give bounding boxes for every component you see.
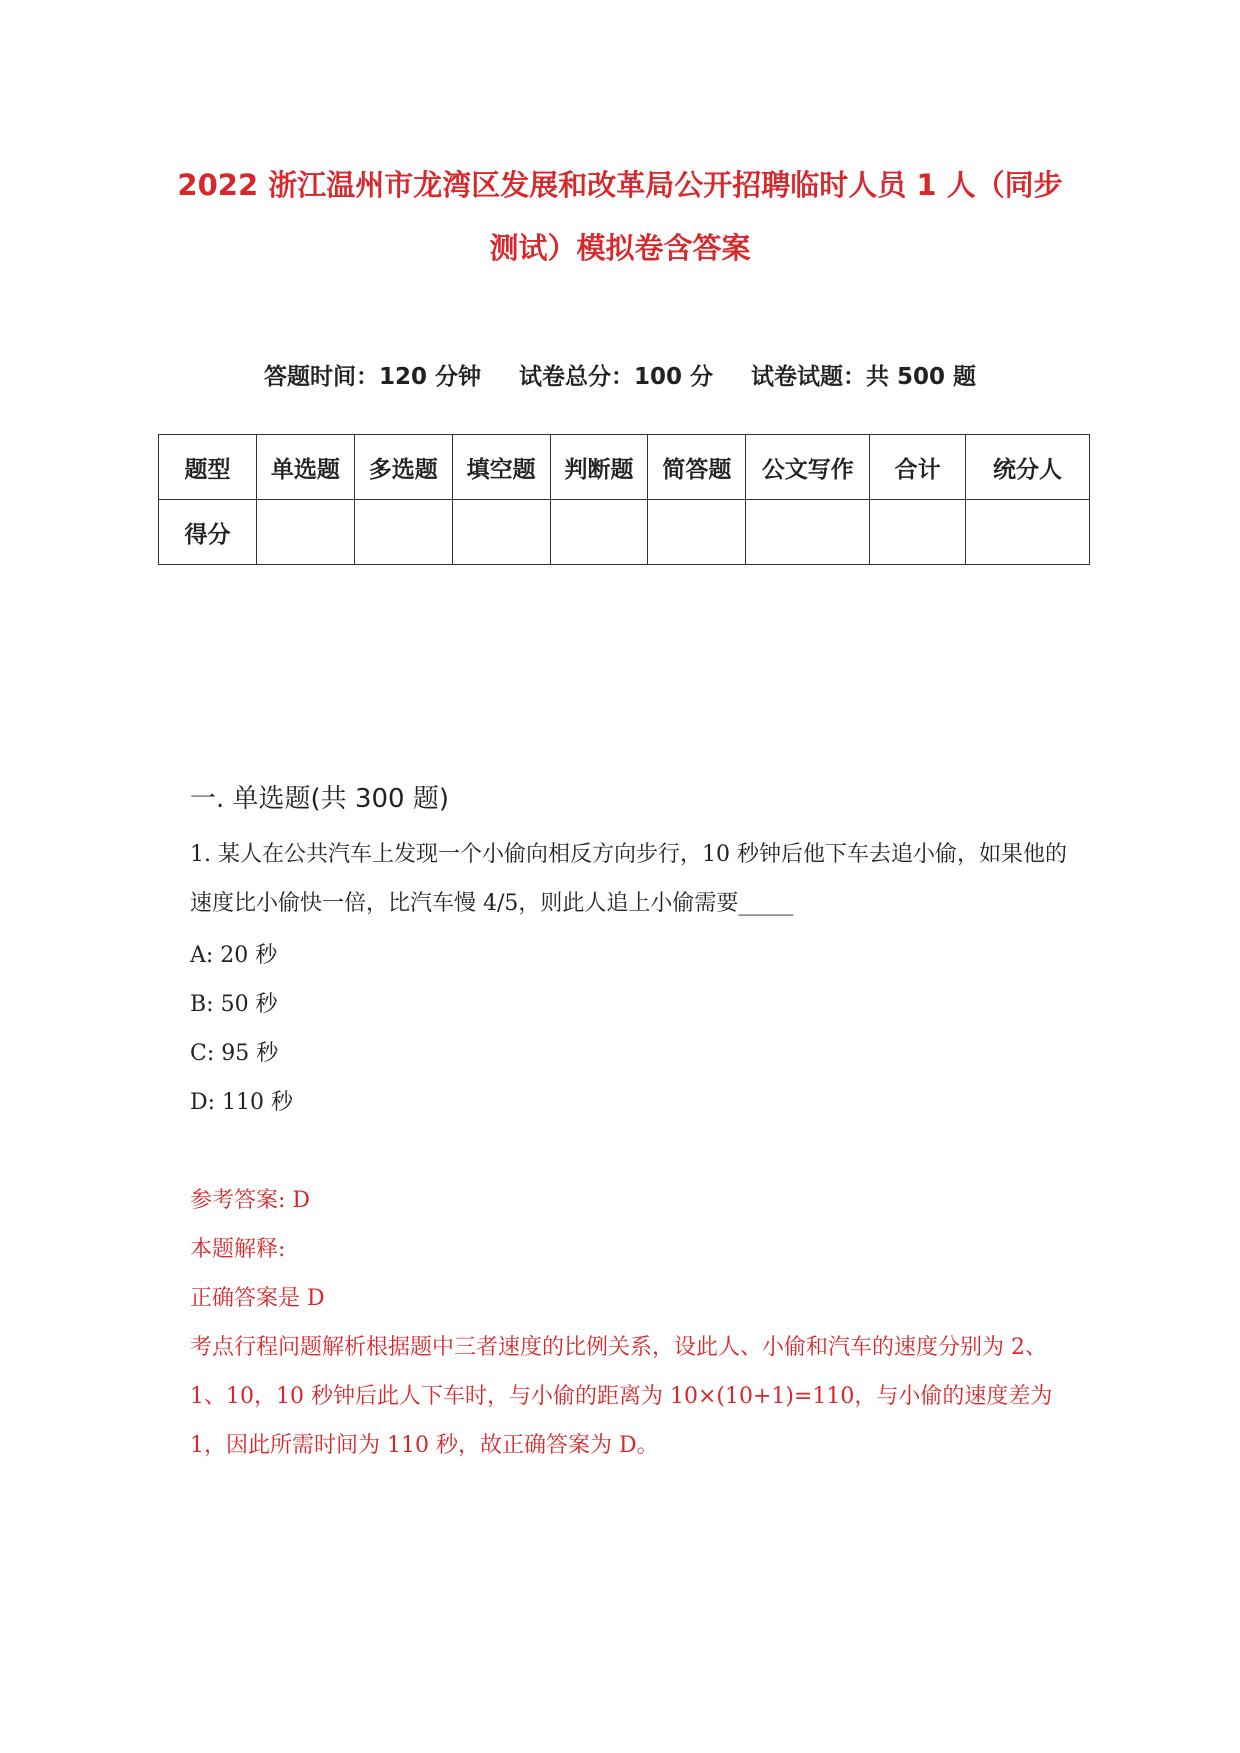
- header-cell-short-answer: 简答题: [648, 435, 746, 500]
- score-cell: [648, 500, 746, 565]
- correct-answer: 正确答案是 D: [190, 1286, 325, 1311]
- score-table-score-row: [159, 500, 1090, 565]
- option-c: C: 95 秒: [190, 1041, 279, 1066]
- header-cell-single-choice: 单选题: [256, 435, 354, 500]
- option-a: A: 20 秒: [190, 943, 278, 968]
- document-title-line-1: 2022 浙江温州市龙湾区发展和改革局公开招聘临时人员 1 人（同步: [177, 168, 1063, 202]
- exam-meta: [150, 358, 1090, 391]
- score-cell: [550, 500, 648, 565]
- section-title: 一. 单选题(共 300 题): [190, 784, 449, 814]
- question-stem: 1. 某人在公共汽车上发现一个小偷向相反方向步行，10 秒钟后他下车去追小偷，如果他的速度比小偷快一倍，比汽车慢 4/5，则此人追上小偷需要_____: [190, 842, 1067, 916]
- explanation-label: 本题解释:: [190, 1237, 286, 1262]
- score-table-header-row: [159, 435, 1090, 500]
- option-b: B: 50 秒: [190, 992, 278, 1017]
- header-cell-true-false: 判断题: [550, 435, 648, 500]
- exam-total-score: 试卷总分：100 分: [518, 364, 714, 390]
- header-cell-scorer: 统分人: [966, 435, 1090, 500]
- header-cell-multiple-choice: 多选题: [354, 435, 452, 500]
- header-cell-fill-blank: 填空题: [452, 435, 550, 500]
- header-cell-total: 合计: [870, 435, 966, 500]
- header-cell-type: 题型: [159, 435, 257, 500]
- exam-question-count: 试卷试题：共 500 题: [751, 364, 977, 390]
- row-label-score: 得分: [159, 500, 257, 565]
- score-cell: [354, 500, 452, 565]
- document-title-line-2: 测试）模拟卷含答案: [489, 231, 751, 265]
- reference-answer: 参考答案: D: [190, 1188, 311, 1213]
- score-cell: [966, 500, 1090, 565]
- header-cell-official-writing: 公文写作: [746, 435, 870, 500]
- score-cell: [746, 500, 870, 565]
- exam-time: 答题时间：120 分钟: [263, 364, 481, 390]
- option-d: D: 110 秒: [190, 1090, 294, 1115]
- score-cell: [256, 500, 354, 565]
- score-cell: [452, 500, 550, 565]
- score-cell: [870, 500, 966, 565]
- score-table: [158, 434, 1090, 565]
- answer-analysis: 考点行程问题解析根据题中三者速度的比例关系，设此人、小偷和汽车的速度分别为 2、1、10，10 秒钟后此人下车时，与小偷的距离为 10×(10+1)=110，与小偷的速度差为 1，因此所需时间为 110 秒，故正确答案为 D。: [190, 1335, 1053, 1458]
